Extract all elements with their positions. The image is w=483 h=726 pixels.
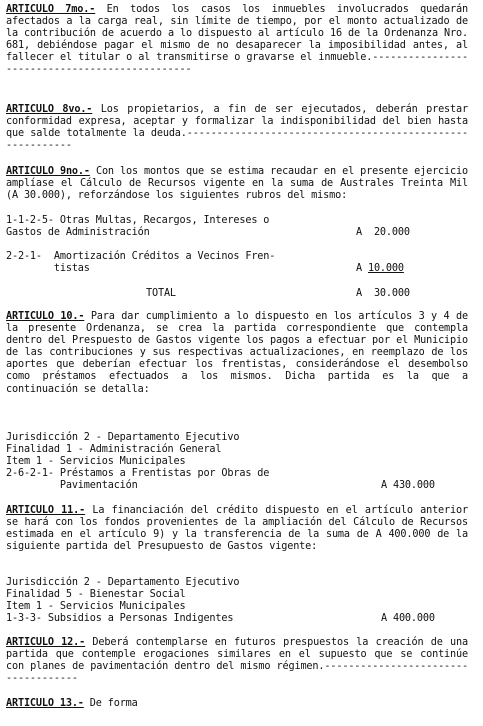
article-9-line-1b: Gastos de Administración — [6, 227, 150, 238]
article-9-line-2a: 2-2-1- Amortización Créditos a Vecinos Fren- — [6, 251, 276, 262]
article-11 — [6, 505, 474, 553]
article-13 — [6, 698, 468, 710]
article-7-heading: ARTICULO 7mo.- — [6, 4, 96, 15]
article-10-text: Para dar cumplimiento a lo dispuesto en los artículos 3 y 4 de la presente Ordenanza, se crea la partida correspondiente que contempla dentro del Prespuesto de Gastos vigente los pagos a efectuar por el Municipio de las contribuciones y sus respectivas actualizaciones, en reemplazo de los aportes que deberían efectuar los frentistas, considerándose el desembolso como préstamos efectuados a los mismos. Dicha partida es la que a continuación se detalla: — [6, 311, 474, 395]
article-11-partida: 1-3-3- Subsidios a Personas Indigentes — [6, 613, 234, 624]
article-13-text: De forma — [83, 698, 138, 709]
article-11-amount: A 400.000 — [381, 613, 435, 624]
article-9-total-label: TOTAL — [146, 288, 176, 299]
article-9-line-2b: tistas — [6, 263, 90, 274]
article-10-item: Item 1 - Servicios Municipales — [6, 456, 186, 467]
article-8-text: Los propietarios, a fin de ser ejecutados, deberán prestar conformidad expresa, aceptar y formalizar la indisponibilidad del bien hasta que salde totalmente la deuda.---------------------------------------------------------- — [6, 104, 474, 152]
article-10-finalidad: Finalidad 1 - Administración General — [6, 444, 222, 455]
article-12-heading: ARTICULO 12.- — [6, 637, 86, 648]
article-12 — [6, 637, 474, 685]
article-9-text: Con los montos que se estima recaudar en el presente ejercicio amplíase el Cálculo de Recursos vigente en la suma de Australes Treinta Mil (A 30.000), reforzándose los siguientes rubros del mismo: — [6, 166, 474, 202]
article-10-amount: A 430.000 — [381, 480, 435, 491]
article-11-text: La financiación del crédito dispuesto en el artículo anterior se hará con los fondos provenientes de la ampliación del Cálculo de Recursos estimada en el artículo 9) y la transferencia de la suma de A 400.000 de la siguiente partida del Presupuesto de Gastos vigente: — [6, 505, 474, 553]
article-13-heading: ARTICULO 13.- — [6, 698, 84, 709]
article-8-heading: ARTICULO 8vo.- — [6, 104, 93, 115]
article-12-text: Deberá contemplarse en futuros prespuestos la creación de una partida que contemple erogaciones similares en el supuesto que se continúe con planes de pavimentación dentro del mismo régimen.------------------------------------ — [6, 637, 474, 685]
article-10-heading: ARTICULO 10.- — [6, 311, 85, 322]
article-9-amount-1: A 20.000 — [356, 227, 410, 238]
article-9-heading: ARTICULO 9no.- — [6, 166, 90, 177]
article-9 — [6, 166, 474, 202]
article-7-text: En todos los casos los inmuebles involucrados quedarán afectados a la carga real, sin límite de tiempo, por el monto actualizado de la contribución de acuerdo a lo dispuesto al artículo 16 de la Ordenanza Nro. 681, debiéndose pagar el mismo de no desaparecer la imposibilidad antes, al fallecer el titular o al transmitirse o gravarse el inmueble.----------------------------------------------- — [6, 4, 474, 76]
article-10-jurisdiccion: Jurisdicción 2 - Departamento Ejecutivo — [6, 432, 240, 443]
article-11-jurisdiccion: Jurisdicción 2 - Departamento Ejecutivo — [6, 577, 240, 588]
article-9-amount-2-value: 10.000 — [367, 263, 404, 274]
article-10-partida-b: Pavimentación — [6, 480, 138, 491]
article-10 — [6, 311, 474, 396]
article-7 — [6, 4, 474, 77]
article-11-item: Item 1 - Servicios Municipales — [6, 601, 186, 612]
article-11-finalidad: Finalidad 5 - Bienestar Social — [6, 589, 186, 600]
article-10-partida-a: 2-6-2-1- Préstamos a Frentistas por Obras de — [6, 468, 270, 479]
article-8 — [6, 104, 474, 152]
article-11-heading: ARTICULO 11.- — [6, 505, 86, 516]
article-9-amount-2: A 10.000 — [356, 263, 404, 274]
article-9-line-1a: 1-1-2-5- Otras Multas, Recargos, Intereses o — [6, 215, 270, 226]
article-9-total-amount: A 30.000 — [356, 288, 410, 299]
